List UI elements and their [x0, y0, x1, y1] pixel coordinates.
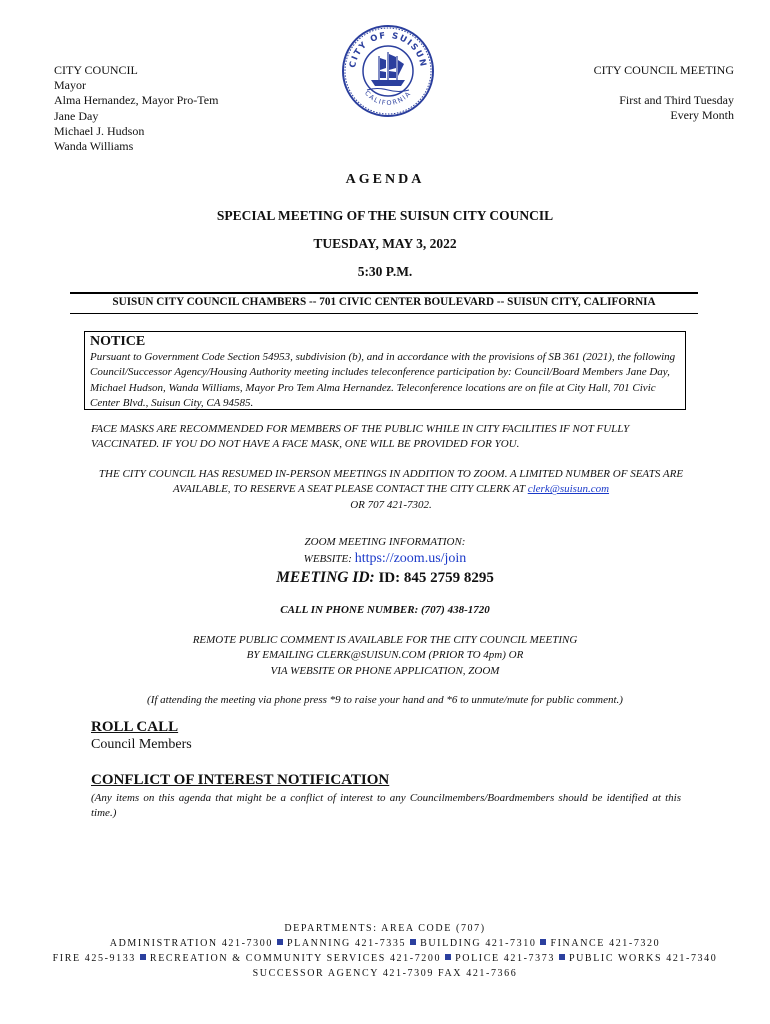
council-members-block [54, 63, 218, 154]
department-phone: PUBLIC WORKS 421-7340 [568, 953, 718, 964]
bullet-square-icon [277, 939, 283, 945]
bullet-square-icon [445, 954, 451, 960]
meeting-schedule-block [594, 63, 734, 124]
remote-comment-line: VIA WEBSITE OR PHONE APPLICATION, ZOOM [270, 664, 500, 677]
agenda-title: AGENDA [345, 172, 425, 187]
in-person-text: THE CITY COUNCIL HAS RESUMED IN-PERSON MEETINGS IN ADDITION TO ZOOM. A LIMITED NUMBER OF SEATS ARE AVAILABLE, TO RESERVE A SEAT PLEASE CONTACT THE CITY CLERK AT [98, 468, 684, 496]
clerk-phone: OR 707 421-7302. [350, 498, 432, 511]
meeting-time: 5:30 P.M. [357, 264, 413, 279]
council-member: Wanda Williams [54, 139, 134, 154]
bullet-square-icon [140, 954, 146, 960]
city-seal-logo [341, 24, 435, 118]
remote-comment-notice [0, 633, 770, 679]
council-member: Jane Day [54, 108, 99, 123]
departments-heading: DEPARTMENTS: AREA CODE (707) [284, 923, 486, 934]
meeting-schedule-title: CITY COUNCIL MEETING [593, 63, 734, 77]
remote-comment-line: REMOTE PUBLIC COMMENT IS AVAILABLE FOR THE CITY COUNCIL MEETING [192, 634, 578, 646]
department-phone: FINANCE 421-7320 [550, 938, 661, 949]
council-title: CITY COUNCIL [54, 63, 138, 77]
bullet-square-icon [410, 939, 416, 945]
face-mask-notice: FACE MASKS ARE RECOMMENDED FOR MEMBERS OF THE PUBLIC WHILE IN CITY FACILITIES IF NOT FULLY VACCINATED. IF YOU DO NOT HAVE A FACE MASK, ONE WILL BE PROVIDED FOR YOU. [91, 423, 630, 451]
notice-body: Pursuant to Government Code Section 54953, subdivision (b), and in accordance with the provisions of SB 361 (2021), the following Council/Successor Agency/Housing Authority meeting includes teleconference participation by: Council/Board Members Jane Day, Michael Hudson, Wanda Williams, Mayor Pro Tem Alma Hernandez. Teleconference locations are on file at City Hall, 701 Civic Center Blvd., Suisun City, CA 94585. [90, 351, 676, 410]
svg-text:CALIFORNIA: CALIFORNIA [363, 89, 413, 108]
conflict-text: (Any items on this agenda that might be a conflict of interest to any Councilmembers/Boardmembers should be identified at this time.) [91, 792, 681, 820]
meeting-schedule-line: First and Third Tuesday [619, 93, 734, 108]
bullet-square-icon [559, 954, 565, 960]
department-phone: FIRE 425-9133 [52, 953, 136, 964]
raise-hand-note: (If attending the meeting via phone press *9 to raise your hand and *6 to unmute/mute for public comment.) [147, 694, 623, 706]
zoom-join-link[interactable]: https://zoom.us/join [354, 551, 467, 566]
council-member: Michael J. Hudson [54, 123, 145, 138]
clerk-email-link[interactable]: clerk@suisun.com [527, 483, 610, 496]
departments-row [0, 951, 770, 966]
meeting-date: TUESDAY, MAY 3, 2022 [313, 236, 457, 251]
bullet-square-icon [540, 939, 546, 945]
council-member: Alma Hernandez, Mayor Pro-Tem [54, 93, 219, 108]
department-phone: POLICE 421-7373 [455, 953, 555, 964]
zoom-website-label: WEBSITE: [303, 553, 355, 565]
roll-call-heading: ROLL CALL [91, 719, 179, 735]
zoom-meeting-id [0, 569, 770, 587]
departments-row [0, 936, 770, 951]
department-phone: ADMINISTRATION 421-7300 [109, 938, 273, 949]
zoom-heading: ZOOM MEETING INFORMATION: [304, 536, 466, 548]
divider [70, 292, 698, 294]
department-phone: PLANNING 421-7335 [286, 938, 407, 949]
notice-heading: NOTICE [90, 334, 146, 349]
meeting-schedule-line: Every Month [670, 108, 734, 123]
departments-row: SUCCESSOR AGENCY 421-7309 FAX 421-7366 [252, 968, 518, 979]
conflict-heading: CONFLICT OF INTEREST NOTIFICATION [91, 772, 390, 788]
in-person-notice [88, 467, 694, 513]
meeting-id-value: ID: 845 2759 8295 [374, 570, 494, 586]
remote-comment-line: BY EMAILING CLERK@SUISUN.COM (PRIOR TO 4pm) OR [246, 649, 524, 662]
meeting-id-label: MEETING ID: [276, 569, 375, 586]
zoom-website [0, 551, 770, 567]
notice-box [84, 331, 686, 410]
department-phone: RECREATION & COMMUNITY SERVICES 421-7200 [149, 953, 442, 964]
meeting-title: SPECIAL MEETING OF THE SUISUN CITY COUNCIL [216, 208, 554, 223]
call-in-phone: CALL IN PHONE NUMBER: (707) 438-1720 [280, 604, 490, 616]
council-member: Mayor [54, 78, 86, 93]
divider [70, 313, 698, 314]
svg-text:CITY OF SUISUN: CITY OF SUISUN [348, 30, 428, 69]
department-phone: BUILDING 421-7310 [420, 938, 537, 949]
meeting-location: SUISUN CITY COUNCIL CHAMBERS -- 701 CIVIC CENTER BOULEVARD -- SUISUN CITY, CALIFORNIA [112, 296, 656, 308]
roll-call-text: Council Members [91, 737, 192, 752]
